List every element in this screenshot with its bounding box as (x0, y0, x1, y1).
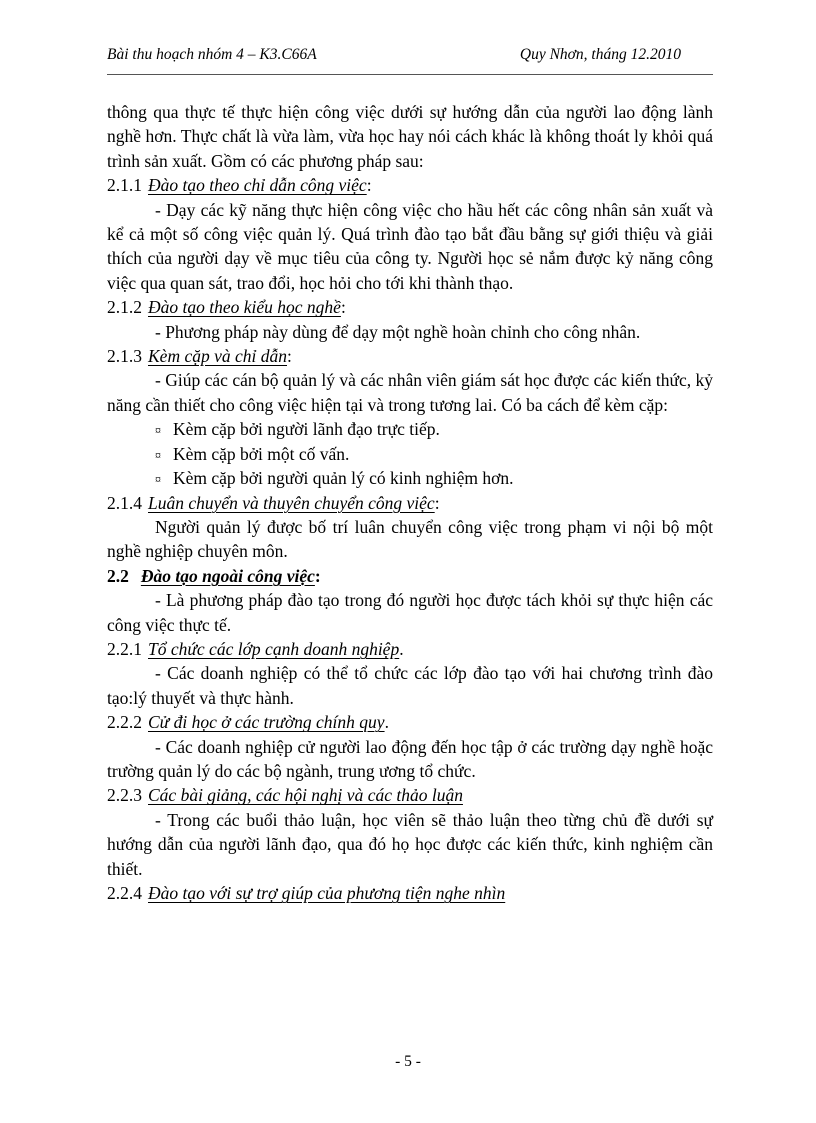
heading-punctuation: : (434, 492, 440, 513)
bullet-icon: ¤ (155, 447, 161, 462)
heading-punctuation: : (340, 297, 346, 318)
heading-punctuation: : (366, 175, 372, 196)
page-number: - 5 - (395, 1053, 421, 1070)
bullet-text: Kèm cặp bởi người lãnh đạo trực tiếp. (173, 419, 440, 440)
heading-number: 2.1.3 (107, 346, 142, 367)
heading-number: 2.1.2 (107, 297, 142, 318)
heading-text: Đào tạo ngoài công việc (140, 565, 315, 586)
bullet-text: Kèm cặp bởi người quản lý có kinh nghiệm hơn. (173, 468, 514, 489)
paragraph: - Các doanh nghiệp cử người lao động đến học tập ở các trường dạy nghề hoặc trường quản lý do các bộ ngành, trung ương tổ chức. (107, 736, 713, 781)
paragraph: - Các doanh nghiệp có thể tổ chức các lớp đào tạo với hai chương trình đào tạo:lý thuyết và thực hành. (107, 663, 713, 708)
heading-text: Luân chuyển và thuyên chuyển công việc (148, 492, 435, 513)
heading-number: 2.1.4 (107, 492, 142, 513)
paragraph: Người quản lý được bố trí luân chuyển công việc trong phạm vi nội bộ một nghề nghiệp chuyên môn. (107, 516, 713, 562)
heading-number: 2.2.2 (107, 712, 142, 733)
heading-text: Các bài giảng, các hội nghị và các thảo luận (148, 785, 463, 806)
section-heading (107, 173, 713, 197)
paragraph: - Giúp các cán bộ quản lý và các nhân viên giám sát học được các kiến thức, kỷ năng cần thiết cho công việc hiện tại và trong tương lai. Có ba cách để kèm cặp: (107, 370, 713, 415)
heading-number: 2.2.1 (107, 638, 142, 659)
heading-punctuation: : (314, 565, 321, 586)
heading-text: Đào tạo theo kiểu học nghề (148, 297, 341, 318)
section-heading (107, 295, 713, 319)
section-heading (107, 344, 713, 368)
bullet-icon: ¤ (155, 423, 161, 438)
heading-number: 2.2.4 (107, 883, 142, 903)
bullet-list-item (107, 417, 713, 441)
page-header (107, 46, 713, 75)
heading-number: 2.2 (107, 565, 129, 586)
page-footer (0, 1053, 816, 1071)
paragraph: - Là phương pháp đào tạo trong đó người học được tách khỏi sự thực hiện các công việc thực tế. (107, 590, 713, 635)
heading-text: Đào tạo theo chỉ dẫn công việc (148, 175, 367, 196)
paragraph: - Trong các buổi thảo luận, học viên sẽ thảo luận theo từng chủ đề dưới sự hướng dẫn của người lãnh đạo, qua đó họ học được các kiến thức, kinh nghiệm cần thiết. (107, 809, 713, 879)
heading-punctuation: . (399, 638, 404, 659)
paragraph: thông qua thực tế thực hiện công việc dưới sự hướng dẫn của người lao động lành nghề hơn. Thực chất là vừa làm, vừa học hay nói cách khác là không thoát ly khỏi quá trình sản xuất. Gồm có các phương pháp sau: (107, 102, 713, 171)
header-right-text: Quy Nhơn, tháng 12.2010 (519, 46, 681, 63)
heading-punctuation: . (384, 712, 389, 733)
section-heading (107, 637, 713, 661)
bullet-list-item (107, 442, 713, 466)
section-heading (107, 783, 713, 807)
section-heading (107, 491, 713, 515)
bullet-text: Kèm cặp bởi một cố vấn. (173, 443, 350, 464)
heading-text: Tổ chức các lớp cạnh doanh nghiệp (148, 638, 400, 659)
bullet-list-item (107, 466, 713, 490)
header-left-text: Bài thu hoạch nhóm 4 – K3.C66A (107, 46, 317, 63)
heading-number: 2.1.1 (107, 175, 142, 196)
heading-text: Đào tạo với sự trợ giúp của phương tiện nghe nhìn (148, 883, 506, 903)
section-heading (107, 564, 713, 588)
heading-text: Kèm cặp và chỉ dẫn (148, 346, 287, 367)
paragraph: - Phương pháp này dùng để dạy một nghề hoàn chỉnh cho công nhân. (155, 321, 641, 342)
document-body (107, 100, 713, 905)
heading-text: Cử đi học ở các trường chính quy (148, 712, 385, 733)
heading-punctuation: : (287, 346, 292, 367)
heading-number: 2.2.3 (107, 785, 142, 806)
section-heading (107, 881, 713, 905)
paragraph: - Dạy các kỹ năng thực hiện công việc cho hầu hết các công nhân sản xuất và kể cả một số công việc quản lý. Quá trình đào tạo bắt đầu bằng sự giới thiệu và giải thích của người dạy về mục tiêu của công ty. Người học sẻ nắm được kỷ năng công việc qua quan sát, trao đổi, học hỏi cho tới khi thành thạo. (107, 199, 713, 293)
bullet-icon: ¤ (155, 472, 161, 487)
section-heading (107, 710, 713, 734)
